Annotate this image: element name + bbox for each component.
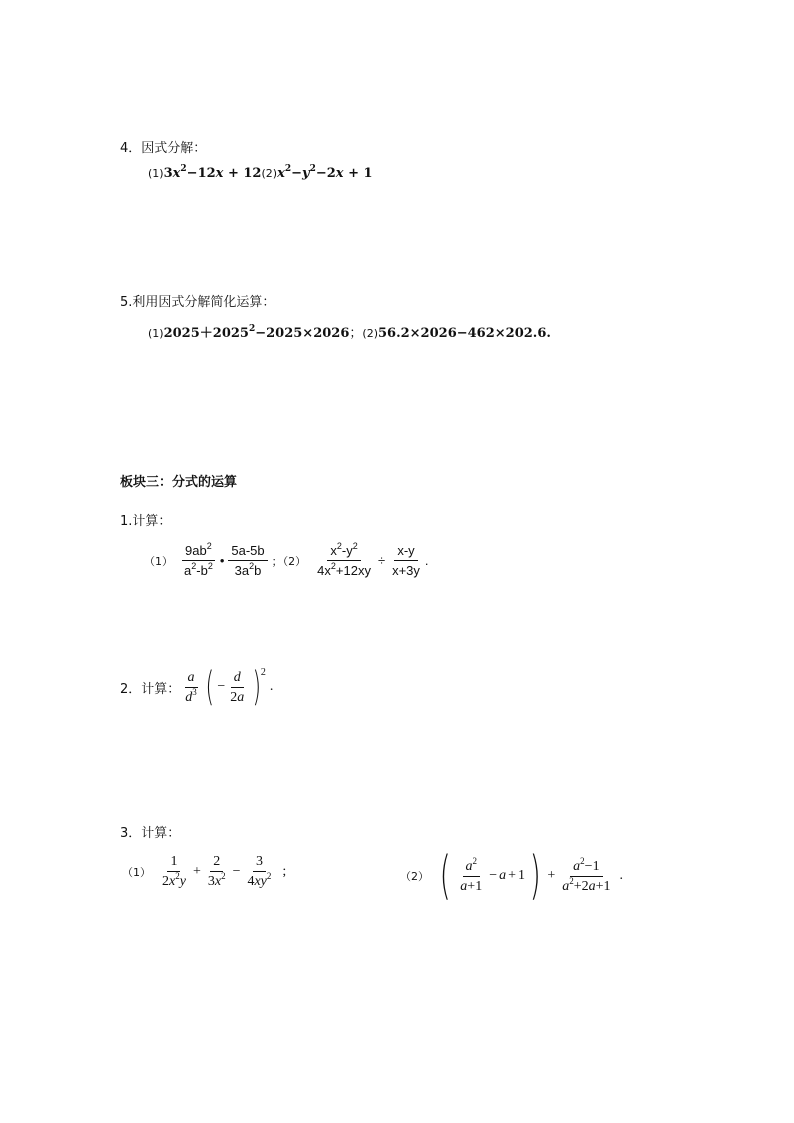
s3-expression-2: （2） ( $\frac{a^2}{a+1}$ − a + 1 ) + $\frac{a^2-1}{a^2+2a+1}$ . (400, 846, 624, 906)
left-paren: ( (439, 846, 451, 906)
right-paren: ) (529, 846, 541, 906)
section-title: 板块三：分式的运算 (120, 475, 238, 490)
fraction: $\frac{9ab^2}{a^2-b^2}$ (184, 541, 213, 578)
fraction: $\frac{x-y}{x+3y}$ (392, 543, 420, 578)
q5-expressions: $(1)2025+2025^2-2025\times 2026$；(2)56.2×2026−462×202.6. (148, 324, 551, 341)
fraction: $\frac{a^2-1}{a^2+2a+1}$ (562, 855, 611, 894)
s3-expression-1: （1） $\frac{1}{2x^2y}$ + $\frac{2}{3x^2}$ − $\frac{3}{4xy^2}$ ; (122, 854, 287, 889)
fraction: $\frac{1}{2x^2y}$ (162, 854, 186, 889)
fraction: $\frac{a}{d^3}$ (185, 669, 197, 705)
s1-heading: 1.计算： (120, 514, 172, 529)
right-paren: ) (252, 664, 262, 710)
q4-heading: 4．因式分解： (120, 141, 207, 156)
s2-expression: 2．计算： $\frac{a}{d^3}$ ( − $\frac{d}{2a}$ ) 2 . (120, 664, 274, 710)
q5-heading: 5.利用因式分解简化运算： (120, 295, 276, 310)
fraction: $\frac{d}{2a}$ (230, 669, 245, 705)
fraction: $\frac{x^2-y^2}{4x^2+12xy}$ (317, 541, 371, 578)
s1-expressions: （1） $\frac{9ab^2}{a^2-b^2}$ • $\frac{5a-5b}{3a^2b}$ ；（2） $\frac{x^2-y^2}{4x^2+12xy}$ ÷ $\frac{x-y}{x+3y}$ . (144, 541, 429, 578)
left-paren: ( (205, 664, 214, 710)
q4-expressions: $(1)3x^2-12x + 12(2)x^2-y^2-2x + 1$ (148, 164, 373, 181)
s3-heading: 3．计算： (120, 826, 181, 841)
fraction: $\frac{5a-5b}{3a^2b}$ (228, 543, 267, 578)
fraction: $\frac{3}{4xy^2}$ (247, 854, 272, 889)
fraction: $\frac{2}{3x^2}$ (207, 854, 226, 889)
fraction: $\frac{a^2}{a+1}$ (460, 855, 483, 894)
